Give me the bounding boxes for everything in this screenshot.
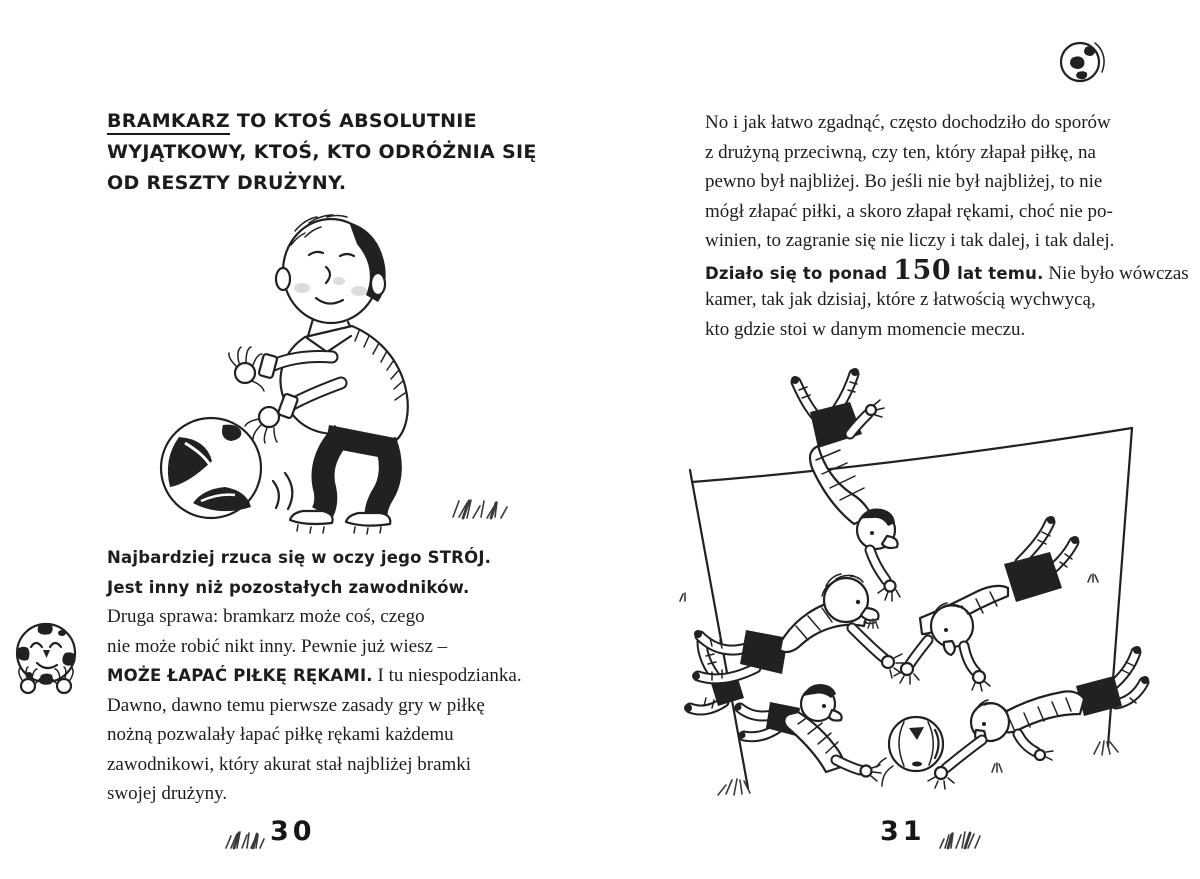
- body-line: winien, to zagranie się nie liczy i tak dalej, i tak dalej.: [705, 230, 1115, 251]
- body-line-mixed: [705, 256, 1189, 286]
- grass-tuft-icon: [222, 824, 272, 850]
- smiling-football-mascot-icon: [12, 616, 80, 702]
- page-number-right: 31: [880, 816, 926, 847]
- body-line: z drużyną przeciwną, czy ten, który złapał piłkę, na: [705, 141, 1096, 163]
- body-paragraph-right: [705, 108, 1189, 344]
- body-line: swojej drużyny.: [107, 783, 228, 804]
- football-icon: [1055, 33, 1109, 89]
- body-text: I tu niespodzianka.: [372, 665, 522, 686]
- body-line: pewno był najbliżej. Bo jeśli nie był najbliżej, to nie: [705, 171, 1103, 192]
- body-line: kamer, tak jak dzisiaj, które z łatwością wychwycą,: [705, 289, 1096, 310]
- emphasis-text: lat temu.: [951, 263, 1044, 283]
- goalkeeper-boy-with-ball-illustration: [135, 185, 520, 535]
- body-line: mógł złapać piłki, a skoro złapał rękami, choć nie po-: [705, 200, 1113, 222]
- body-line: zawodnikowi, który akurat stał najbliżej bramki: [107, 753, 472, 775]
- grass-tuft-icon: [934, 824, 984, 850]
- body-line: Druga sprawa: bramkarz może coś, czego: [107, 606, 425, 627]
- underlined-word: BRAMKARZ: [107, 110, 230, 135]
- players-diving-at-rope-goal-illustration: [666, 358, 1174, 806]
- body-text: Nie było wówczas: [1043, 262, 1189, 284]
- player-over-rope: [791, 368, 900, 601]
- body-line: nożną pozwalały łapać piłkę rękami każdemu: [107, 724, 454, 745]
- player-arc-diver: [735, 684, 882, 781]
- emphasis-caps: MOŻE ŁAPAĆ PIŁKĘ RĘKAMI.: [107, 666, 373, 685]
- player-headfirst: [894, 516, 1079, 691]
- heading-line-1-rest: TO KTOŚ ABSOLUTNIE: [229, 110, 477, 132]
- body-paragraph-left: [107, 543, 522, 809]
- emphasis-line: Najbardziej rzuca się w oczy jego STRÓJ.: [107, 548, 492, 567]
- heading-line-2: WYJĄTKOWY, KTOŚ, KTO ODRÓŻNIA SIĘ: [107, 141, 537, 163]
- body-line-mixed: [107, 661, 522, 691]
- body-line: No i jak łatwo zgadnąć, często dochodziło do sporów: [705, 112, 1111, 133]
- football-drawing: [161, 418, 292, 518]
- page-number-left: 30: [270, 816, 316, 847]
- heading-line-3: OD RESZTY DRUŻYNY.: [107, 172, 347, 194]
- player-flying: [928, 646, 1149, 789]
- heading-line-1: [107, 106, 537, 137]
- grass-tuft-icon: [453, 500, 507, 518]
- emphasis-line: Jest inny niż pozostałych zawodników.: [107, 577, 470, 597]
- big-number-150: 150: [893, 254, 952, 286]
- body-line: Dawno, dawno temu pierwsze zasady gry w piłkę: [107, 694, 485, 716]
- emphasis-text: Działo się to ponad: [705, 263, 894, 283]
- body-line: kto gdzie stoi w danym momencie meczu.: [705, 318, 1026, 340]
- bouncing-ball: [877, 717, 943, 786]
- body-line: nie może robić nikt inny. Pewnie już wiesz –: [107, 635, 448, 657]
